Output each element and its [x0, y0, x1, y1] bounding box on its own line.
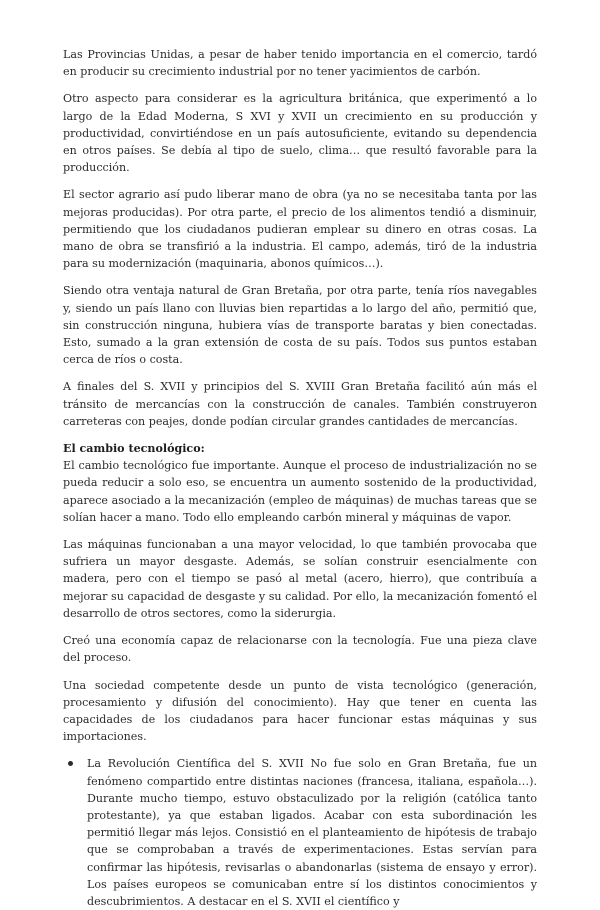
section-heading: El cambio tecnológico: [63, 442, 205, 456]
paragraph-sociedad: Una sociedad competente desde un punto de vista tecnológico (generación, procesamiento y difusión del conocimiento). Hay que tener en cuenta las capacidades de los ciudadanos para hacer funcionar estas máquinas y sus importaciones. [63, 678, 537, 744]
paragraph-agricultura: Otro aspecto para considerar es la agricultura británica, que experimentó a lo largo de la Edad Moderna, S XVI y XVII un crecimiento en su producción y productividad, convirtiéndose en un país autosuficiente, evitando su dependencia en otros países. Se debía al tipo de suelo, clima… que resultó favorable para la producción. [63, 92, 537, 175]
paragraph-cambio-tecnologico: El cambio tecnológico fue importante. Aunque el proceso de industrialización no se pueda reducir a solo eso, se encuentra un aumento sostenido de la productividad, aparece asociado a la mecanización (empleo de máquinas) de muchas tareas que se solían hacer a mano. Todo ello empleando carbón mineral y máquinas de vapor. [63, 459, 537, 524]
paragraph-maquinas: Las máquinas funcionaban a una mayor velocidad, lo que también provocaba que sufriera un mayor desgaste. Además, se solían construir esencialmente con madera, pero con el tiempo se pasó al metal (acero, hierro), que contribuía a mejorar su capacidad de desgaste y su calidad. Por ello, la mecanización fomentó el desarrollo de otros sectores, como la siderurgia. [63, 538, 537, 620]
paragraph-provincias-unidas: Las Provincias Unidas, a pesar de haber tenido importancia en el comercio, tardó en producir su crecimiento industrial por no tener yacimientos de carbón. [63, 48, 537, 79]
list-item-text: La Revolución Científica del S. XVII No fue solo en Gran Bretaña, fue un fenómeno compartido entre distintas naciones (francesa, italiana, española…). Durante mucho tiempo, estuvo obstaculizado por la religión (católica tanto protestante), ya que estaban ligados. Acabar con esta subordinación les permitió llegar más lejos. Consistió en el planteamiento de hipótesis de trabajo que se comprobaban a través de experimentaciones. Estas servían para confirmar las hipótesis, revisarlas o abandonarlas (sistema de ensayo y error). Los países europeos se comunicaban entre sí los distintos conocimientos y descubrimientos. A destacar en el S. XVII el científico y [87, 757, 537, 908]
list-item [63, 755, 537, 910]
bullet-icon [68, 761, 73, 766]
paragraph-canales: A finales del S. XVII y principios del S. XVIII Gran Bretaña facilitó aún más el tránsito de mercancías con la construcción de canales. También construyeron carreteras con peajes, donde podían circular grandes cantidades de mercancías. [63, 380, 537, 428]
paragraph-economia: Creó una economía capaz de relacionarse con la tecnología. Fue una pieza clave del proceso. [63, 634, 537, 665]
bullet-list [63, 755, 537, 910]
paragraph-sector-agrario: El sector agrario así pudo liberar mano de obra (ya no se necesitaba tanta por las mejoras producidas). Por otra parte, el precio de los alimentos tendió a disminuir, permitiendo que los ciudadanos pudieran emplear su dinero en otras cosas. La mano de obra se transfirió a la industria. El campo, además, tiró de la industria para su modernización (maquinaria, abonos químicos…). [63, 188, 537, 271]
paragraph-ventaja-natural: Siendo otra ventaja natural de Gran Bretaña, por otra parte, tenía ríos navegables y, siendo un país llano con lluvias bien repartidas a lo largo del año, permitió que, sin construcción ninguna, hubiera vías de transporte baratas y bien conectadas. Esto, sumado a la gran extensión de costa de su país. Todos sus puntos estaban cerca de ríos o costa. [63, 284, 537, 367]
